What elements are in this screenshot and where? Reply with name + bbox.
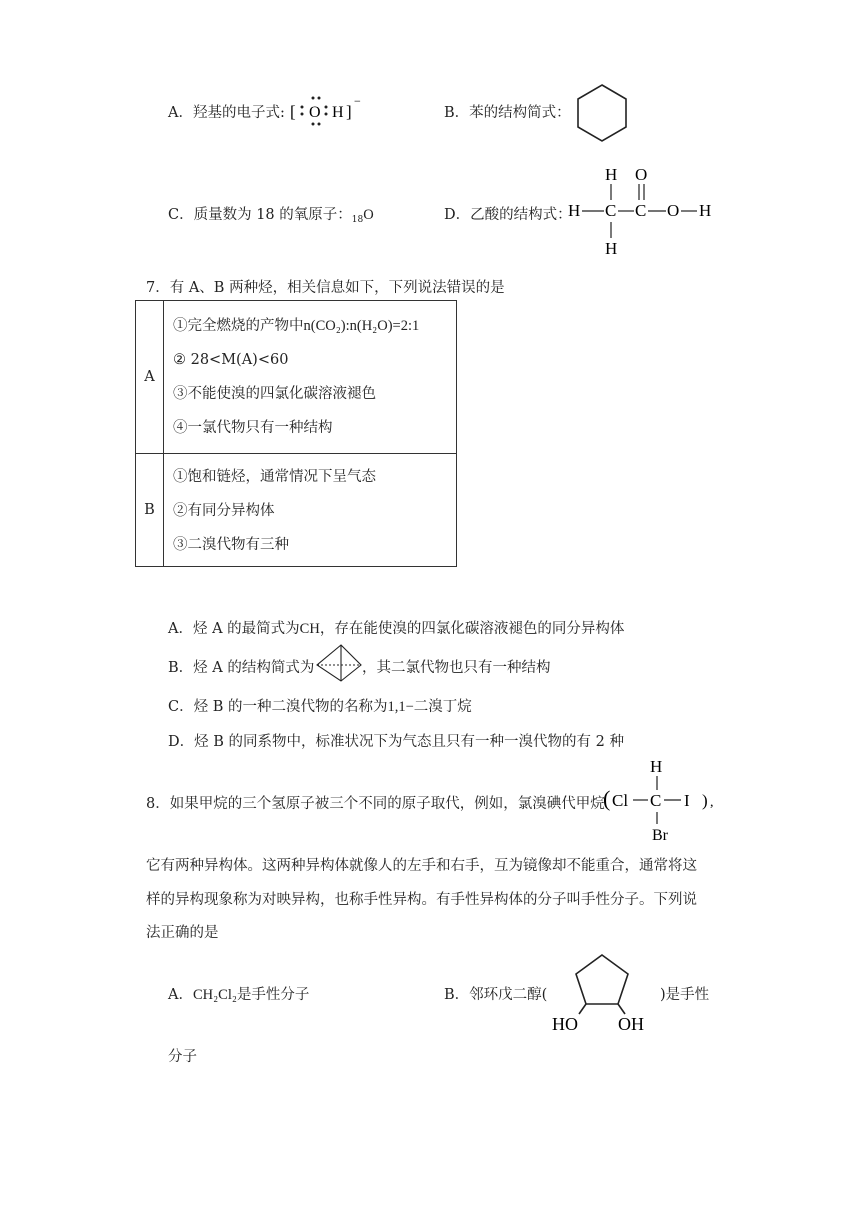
q6-option-d-text: D．乙酸的结构式： <box>444 207 572 223</box>
oh-label: OH <box>618 1014 644 1034</box>
q6-option-c <box>168 203 374 225</box>
a-item-2: ② 28<M(A)<60 <box>173 352 289 368</box>
q6-option-d <box>444 203 572 224</box>
oxygen-atom: O <box>309 104 321 121</box>
ho-label: HO <box>552 1014 578 1034</box>
chlorobromoiodomethane-structure <box>603 752 718 844</box>
tetrahedrane-icon <box>314 643 364 683</box>
row-content-a <box>164 301 457 454</box>
a-item-3: ③不能使溴的四氯化碳溶液褪色 <box>173 386 376 402</box>
svg-text:,: , <box>710 795 714 810</box>
q6-option-c-text: C．质量数为 18 的氧原子： <box>168 207 352 223</box>
a-item-4: ④一氯代物只有一种结构 <box>173 420 333 436</box>
atom-c: C <box>635 201 647 220</box>
svg-text:H: H <box>650 757 663 776</box>
row-content-b <box>164 454 457 567</box>
q8-stem-line4: 法正确的是 <box>146 925 219 941</box>
row-label-b: B <box>136 454 164 567</box>
charge: − <box>354 94 361 108</box>
q8-option-a: A．CH₂Cl₂是手性分子 <box>168 987 310 1003</box>
acetic-acid-structure <box>566 162 718 260</box>
b-item-3: ③二溴代物有三种 <box>173 537 289 553</box>
atom-h: H <box>568 201 581 220</box>
atom-o: O <box>667 201 680 220</box>
svg-text:C: C <box>650 791 662 810</box>
svg-text:Br: Br <box>652 827 668 844</box>
atom-h: H <box>605 239 618 258</box>
a-item-1: ①完全燃烧的产物中n(CO₂):n(H₂O)=2:1 <box>173 318 420 334</box>
cyclopentanediol-structure <box>546 950 660 1036</box>
hydrogen-atom: H <box>332 104 344 121</box>
q8-option-b-post: )是手性 <box>660 987 710 1003</box>
atom-c: C <box>605 201 617 220</box>
q7-option-b: B．烃 A 的结构简式为 <box>168 660 315 676</box>
element-symbol: O <box>363 207 374 223</box>
q7-info-table <box>135 300 457 567</box>
hydroxyl-electron-formula <box>288 92 368 128</box>
benzene-hexagon-icon <box>574 82 630 144</box>
q8-stem-line2: 它有两种异构体。这两种异构体就像人的左手和右手，互为镜像却不能重合，通常将这 <box>146 858 697 874</box>
q8-option-b-cont: 分子 <box>168 1049 197 1065</box>
svg-text:(: ( <box>603 786 611 811</box>
q7-option-a: A．烃 A 的最简式为CH，存在能使溴的四氯化碳溶液褪色的同分异构体 <box>168 621 625 637</box>
table-row <box>136 301 457 454</box>
row-label-a: A <box>136 301 164 454</box>
q8-option-b: B．邻环戊二醇( <box>444 987 548 1003</box>
svg-text:): ) <box>702 791 708 810</box>
atom-h: H <box>605 165 618 184</box>
q7-option-b-post: ，其二氯代物也只有一种结构 <box>362 660 551 676</box>
q8-stem-line3: 样的异构现象称为对映异构，也称手性异构。有手性异构体的分子叫手性分子。下列说 <box>146 892 697 908</box>
q7-option-c: C．烃 B 的一种二溴代物的名称为1,1−二溴丁烷 <box>168 699 472 715</box>
q8-stem-line1: 8．如果甲烷的三个氢原子被三个不同的原子取代，例如，氯溴碘代甲烷 <box>146 796 605 812</box>
atom-o: O <box>635 165 648 184</box>
svg-text:Cl: Cl <box>612 791 629 810</box>
b-item-2: ②有同分异构体 <box>173 503 275 519</box>
b-item-1: ①饱和链烃，通常情况下呈气态 <box>173 469 376 485</box>
bracket-right: ] <box>346 102 352 121</box>
q7-option-d: D．烃 B 的同系物中，标准状况下为气态且只有一种一溴代物的有 2 种 <box>168 734 624 750</box>
bracket-left: [ <box>290 102 296 121</box>
q6-option-a-text: A．羟基的电子式: <box>168 105 285 121</box>
q6-option-b <box>444 101 571 122</box>
q6-option-b-text: B．苯的结构简式： <box>444 105 571 121</box>
q7-stem: 7．有 A、B 两种烃，相关信息如下，下列说法错误的是 <box>146 280 505 296</box>
table-row <box>136 454 457 567</box>
svg-text:I: I <box>684 791 690 810</box>
atom-h: H <box>699 201 712 220</box>
q6-option-a <box>168 101 285 122</box>
mass-number: 18 <box>351 215 364 225</box>
